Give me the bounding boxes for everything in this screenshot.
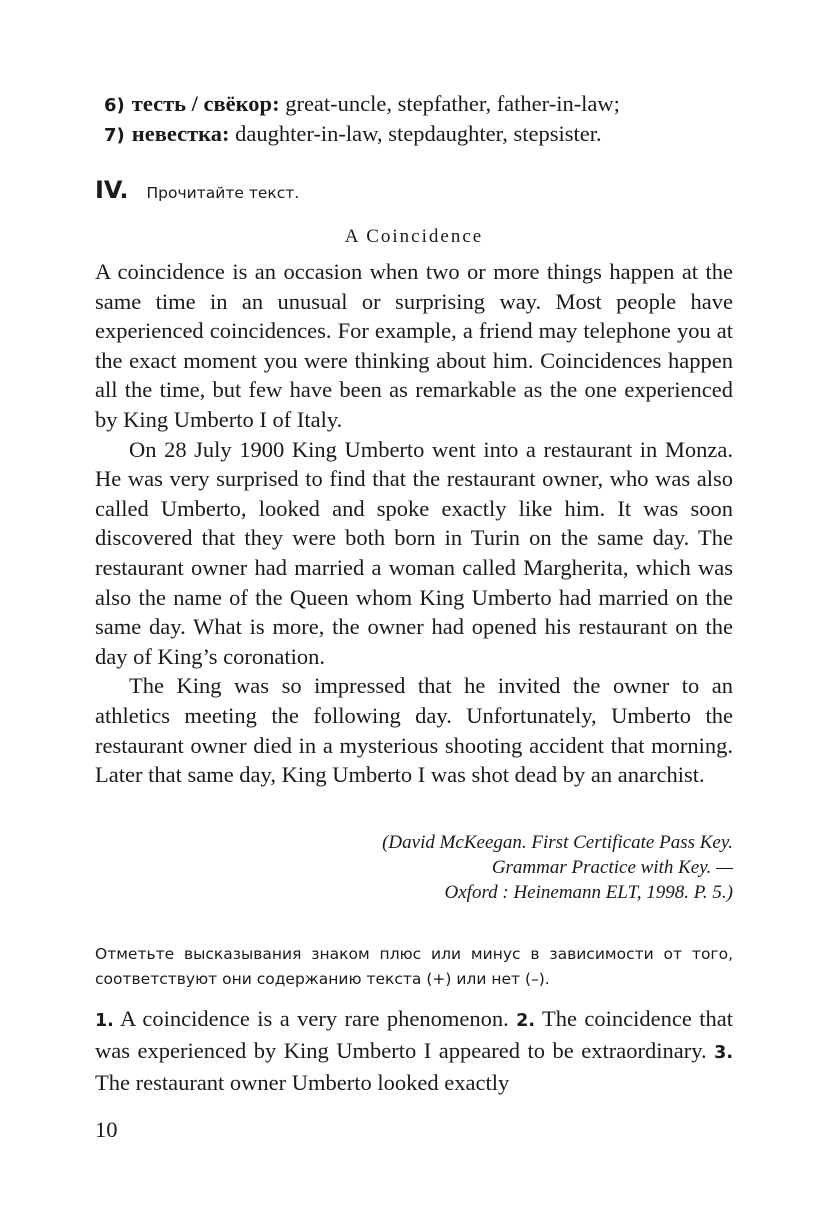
citation [382, 830, 733, 905]
article-paragraph: The King was so impressed that he invited the owner to an athletics meeting the following day. Unfortunately, Umberto the restaurant owner died in a mysterious shooting accident that morning. Later that same day, King Umberto I was shot dead by an anarchist. [95, 673, 733, 788]
statement-text: A coincidence is a very rare phenomenon. [113, 1006, 517, 1031]
statement-number: 1. [95, 1011, 114, 1031]
vocab-item-number: 7) [104, 125, 125, 146]
vocab-item-term: тесть / свёкор: [131, 91, 280, 116]
article-title: A Coincidence [344, 226, 484, 247]
citation-line: Grammar Practice with Key. — [491, 857, 733, 878]
vocab-item-number: 6) [104, 95, 125, 116]
article-paragraph: A coincidence is an occasion when two or more things happen at the same time in an unusual or surprising way. Most people have experienced coincidences. For example, a friend may telephone you at the exact moment you were thinking about him. Coincidences happen all the time, but few have been as remarkable as the one experienced by King Umberto I of Italy. [95, 259, 733, 432]
citation-line: Oxford : Heinemann ELT, 1998. P. 5.) [444, 882, 733, 903]
statement-text: The coincidence that was experienced by King Umberto I appeared to be extraordinary. [95, 1006, 734, 1063]
page-number: 10 [95, 1117, 118, 1142]
vocab-item-term: невестка: [131, 121, 230, 146]
vocab-item-options: daughter-in-law, stepdaughter, stepsister. [229, 121, 602, 146]
section-header [95, 176, 299, 204]
article-body [95, 257, 733, 790]
statement-text: The restaurant owner Umberto looked exactly [95, 1070, 510, 1095]
section-instruction: Прочитайте текст. [146, 184, 300, 202]
task-instruction: Отметьте высказывания знаком плюс или минус в зависимости от того, соответствуют они содержанию текста (+) или нет (–). [95, 945, 733, 988]
vocab-item-options: great-uncle, stepfather, father-in-law; [279, 91, 620, 116]
article-paragraph: On 28 July 1900 King Umberto went into a restaurant in Monza. He was very surprised to find that the restaurant owner, who was also called Umberto, looked and spoke exactly like him. It was soon discovered that they were both born in Turin on the same day. The restaurant owner had married a woman called Margherita, which was also the name of the Queen whom King Umberto had married on the same day. What is more, the owner had opened his restaurant on the day of King’s coronation. [95, 436, 733, 669]
statement-number: 3. [714, 1043, 733, 1063]
vocab-item-7 [104, 119, 602, 151]
section-number: IV. [95, 176, 129, 204]
citation-line: (David McKeegan. First Certificate Pass Key. [382, 832, 733, 853]
vocab-item-6 [104, 89, 620, 121]
statement-number: 2. [516, 1011, 535, 1031]
statements-list [95, 1004, 733, 1098]
